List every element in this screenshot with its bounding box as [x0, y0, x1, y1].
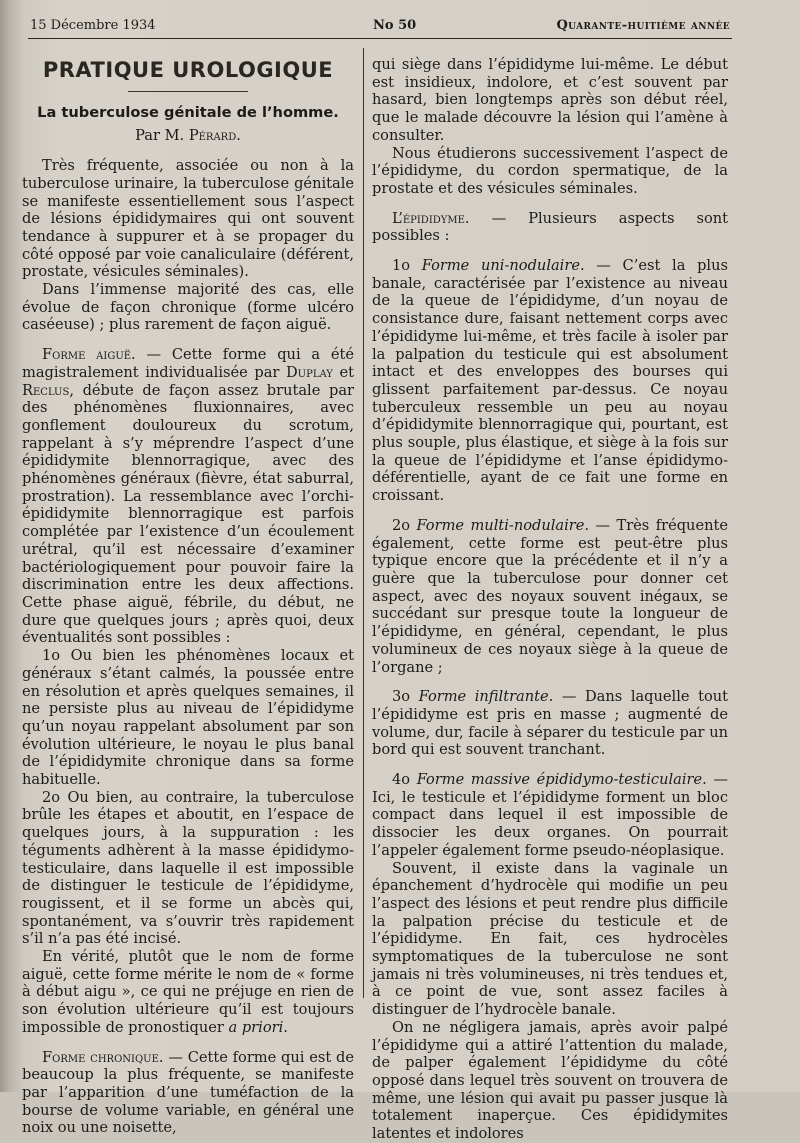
issue-date: 15 Décembre 1934 [30, 18, 156, 33]
author-name: Pérard. [188, 127, 241, 145]
paragraph: 4o Forme massive épididymo-testiculaire. — Ici, le testicule et l’épididyme forment un bloc compact dans lequel il est impossible de dissocier les deux organes. On pourrait l’appeler également forme pseudo-néoplasique. [372, 771, 729, 859]
subheading-epididymis: L’épididyme. [392, 209, 470, 227]
subheading-acute-form: Forme aiguë. [42, 346, 136, 364]
paragraph: L’épididyme. — Plusieurs aspects sont possibles : [372, 209, 728, 245]
paragraph: On ne négligera jamais, après avoir palpé l’épididyme qui a attiré l’attention du malade, de palper également l’épididyme du côté opposé dans lequel très souvent on trouvera de même, une lésion qui avait pu passer jusque là totalement inaperçue. Ces épididymites latentes et indolores [372, 1018, 728, 1143]
section-rule [128, 91, 248, 92]
column-divider [363, 48, 364, 998]
right-column [372, 56, 728, 1143]
paragraph: 3o Forme infiltrante. — Dans laquelle tout l’épididyme est pris en masse ; augmenté de volume, dur, facile à séparer du testicule par un bord qui est souvent tranchant. [372, 688, 728, 759]
paragraph: qui siège dans l’épididyme lui-même. Le début est insidieux, indolore, et c’est souvent par hasard, bien longtemps après son début réel, que le malade découvre la lésion qui l’amène à consulter. [372, 56, 728, 144]
issue-year: Quarante-huitième année [556, 18, 730, 33]
paragraph: 2o Forme multi-nodulaire. — Très fréquente également, cette forme est peut-être plus typique encore que la précédente et il n’y a guère que la tuberculose pour donner cet aspect, avec des noyaux souvent inégaux, se succédant sur presque toute la longueur de l’épididyme, en général, cependant, le plus volumineux de ces noyaux siège à la queue de l’organe ; [372, 516, 728, 676]
author-prefix: Par M. [135, 127, 185, 145]
person-name: Reclus [22, 381, 70, 399]
section-title: PRATIQUE UROLOGIQUE [42, 58, 334, 82]
paragraph: Très fréquente, associée ou non à la tuberculose urinaire, la tuberculose génitale se manifeste essentiellement sous l’aspect de lésions épididymaires qui ont souvent tendance à suppurer et à se propager du côté opposé par voie canaliculaire (déférent, prostate, vésicules séminales). [22, 157, 354, 281]
paragraph: Souvent, il existe dans la vaginale un épanchement d’hydrocèle qui modifie un peu l’aspect des lésions et peut rendre plus difficile la palpation précise du testicule et de l’épididyme. En fait, ces hydrocèles symptomatiques de la tuberculose ne sont jamais ni très volumineuses, ni très tendues et, à ce point de vue, sont assez faciles à distinguer de l’hydrocèle banale. [372, 859, 728, 1019]
page-header [30, 18, 730, 38]
issue-number: No 50 [373, 18, 417, 33]
paragraph: Forme chronique. — Cette forme qui est de beaucoup la plus fréquente, se manifeste par l’apparition d’une tuméfaction de la bourse de volume variable, en général une noix ou une noisette, [22, 1048, 354, 1137]
person-name: Duplay [285, 363, 333, 381]
paragraph: Dans l’immense majorité des cas, elle évolue de façon chronique (forme ulcéro caséeuse) ; plus rarement de façon aiguë. [22, 281, 354, 334]
paragraph: En vérité, plutôt que le nom de forme aiguë, cette forme mérite le nom de « forme à début aigu », ce qui ne préjuge en rien de son évolution ultérieure qu’il est toujours impossible de pronostiquer a priori. [22, 948, 354, 1036]
paragraph: 1o Ou bien les phénomènes locaux et généraux s’étant calmés, la poussée entre en résolution et après quelques semaines, il ne persiste plus au niveau de l’épididyme qu’un noyau rappelant absolument par son évolution ultérieure, le noyau le plus banal de l’épididymite chronique dans sa forme habituelle. [22, 647, 354, 789]
subheading-chronic-form: Forme chronique. [42, 1048, 164, 1066]
paragraph: 1o Forme uni-nodulaire. — C’est la plus banale, caractérisée par l’existence au niveau de la queue de l’épididyme, d’un noyau de consistance dure, faisant nettement corps avec l’épididyme lui-même, et très facile à isoler par la palpation du testicule qui est absolument intact et des enveloppes des bourses qui glissent parfaitement par-dessus. Ce noyau tuberculeux ressemble un peu au noyau d’épididymite blennorragique qui, pourtant, est plus souple, plus élastique, et siège à la fois sur la queue de l’épididyme et l’anse épididymo-déférentielle, ayant de ce fait une forme en croissant. [372, 257, 728, 505]
article-author [22, 127, 354, 145]
article-title: La tuberculose génitale de l’homme. [37, 103, 339, 121]
paragraph: Nous étudierons successivement l’aspect de l’épididyme, du cordon spermatique, de la prostate et des vésicules séminales. [372, 144, 728, 197]
left-column [22, 56, 354, 1137]
paragraph: Forme aiguë. — Cette forme qui a été magistralement individualisée par Duplay et Reclus, débute de façon assez brutale par des phénomènes fluxionnaires, avec gonflement douloureux du scrotum, rappelant à s’y méprendre l’aspect d’une épididymite blennorragique, avec des phénomènes généraux (fièvre, état saburral, prostration). La ressemblance avec l’orchi-épididymite blennorragique est parfois complétée par l’existence d’un écoulement urétral, qu’il est nécessaire d’examiner bactériologiquement pour pouvoir faire la discrimination entre les deux affections. Cette phase aiguë, fébrile, du début, ne dure que quelques jours ; après quoi, deux éventualités sont possibles : [22, 346, 355, 647]
paragraph: 2o Ou bien, au contraire, la tuberculose brûle les étapes et aboutit, en l’espace de quelques jours, à la suppuration : les téguments adhèrent à la masse épididymo-testiculaire, dans laquelle il est impossible de distinguer le testicule de l’épididyme, rougissent, et il se forme un abcès qui, spontanément, va s’ouvrir très rapidement s’il n’a pas été incisé. [22, 788, 354, 948]
header-rule [28, 38, 732, 39]
